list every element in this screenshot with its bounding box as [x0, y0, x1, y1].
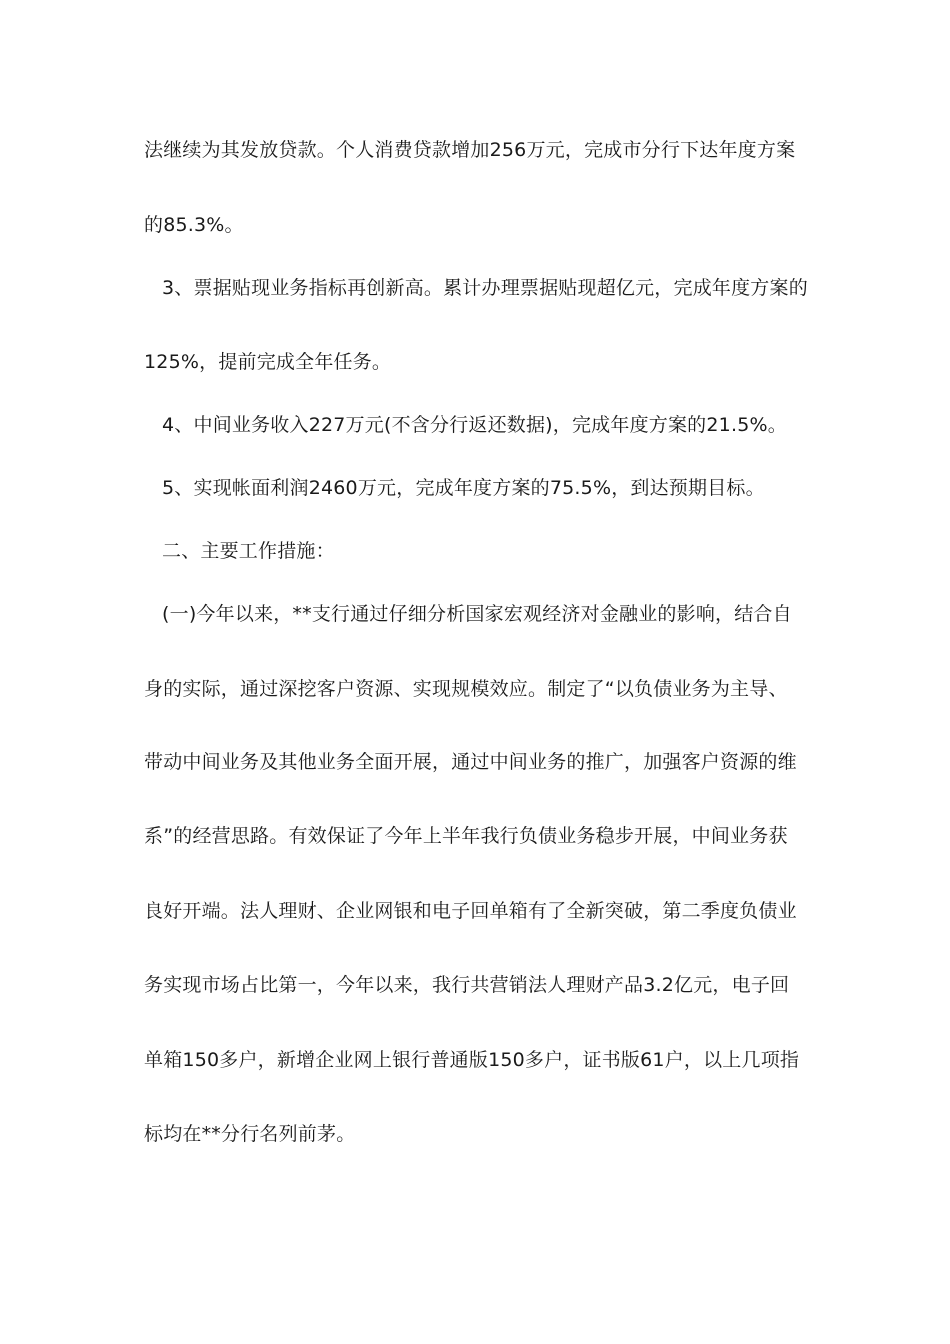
text-line: 3、票据贴现业务指标再创新高。累计办理票据贴现超亿元，完成年度方案的	[162, 277, 808, 299]
text-line: 5、实现帐面利润2460万元，完成年度方案的75.5%，到达预期目标。	[162, 477, 765, 499]
text-line: 务实现市场占比第一，今年以来，我行共营销法人理财产品3.2亿元，电子回	[144, 974, 790, 996]
text-line: 系”的经营思路。有效保证了今年上半年我行负债业务稳步开展，中间业务获	[144, 825, 788, 847]
text-line: 法继续为其发放贷款。个人消费贷款增加256万元，完成市分行下达年度方案	[144, 139, 796, 161]
text-line: (一)今年以来，**支行通过仔细分析国家宏观经济对金融业的影响，结合自	[162, 603, 792, 625]
text-line: 带动中间业务及其他业务全面开展，通过中间业务的推广，加强客户资源的维	[144, 751, 797, 773]
text-line: 标均在**分行名列前茅。	[144, 1123, 356, 1145]
text-line: 125%，提前完成全年任务。	[144, 351, 392, 373]
text-line: 单箱150多户，新增企业网上银行普通版150多户，证书版61户，以上几项指	[144, 1049, 800, 1071]
text-line: 良好开端。法人理财、企业网银和电子回单箱有了全新突破，第二季度负债业	[144, 900, 797, 922]
text-line: 身的实际，通过深挖客户资源、实现规模效应。制定了“以负债业务为主导、	[144, 678, 788, 700]
text-line: 4、中间业务收入227万元(不含分行返还数据)，完成年度方案的21.5%。	[162, 414, 787, 436]
section-heading: 二、主要工作措施：	[162, 540, 335, 562]
text-line: 的85.3%。	[144, 214, 244, 236]
